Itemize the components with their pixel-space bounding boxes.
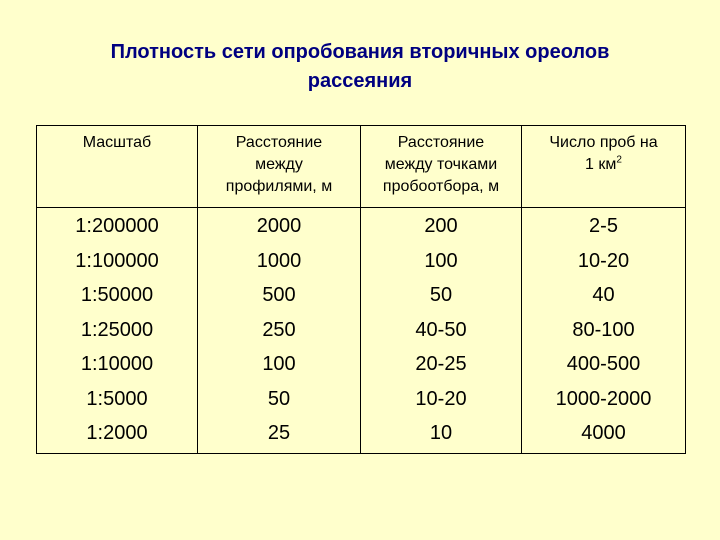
samples-value: 1000-2000 — [555, 387, 652, 410]
samples-value: 400-500 — [566, 353, 641, 375]
point-distance-value: 50 — [429, 284, 453, 306]
scale-column-cell — [37, 208, 198, 454]
samples-value: 10-20 — [577, 249, 630, 272]
point-distance-value: 100 — [424, 249, 458, 272]
sampling-density-table — [36, 125, 686, 454]
samples-value: 2-5 — [589, 215, 618, 237]
samples-value: 80-100 — [572, 318, 635, 341]
point-distance-value: 40-50 — [415, 318, 467, 341]
profile-distance-value: 2000 — [256, 215, 302, 237]
header-profile-distance — [198, 126, 361, 208]
scale-value: 1:100000 — [75, 249, 159, 272]
scale-value: 1:2000 — [86, 422, 148, 444]
point-distance-column-cell — [361, 208, 522, 454]
profile-distance-value: 250 — [262, 318, 296, 341]
header-line: Расстояние — [235, 134, 323, 151]
profile-distance-value: 50 — [267, 387, 291, 410]
profile-distance-column-cell — [198, 208, 361, 454]
data-row — [37, 208, 686, 454]
header-line: между точками — [384, 156, 498, 173]
header-line: между — [255, 156, 303, 173]
header-scale-line: Масштаб — [82, 134, 152, 151]
header-line: профилями, м — [225, 178, 333, 195]
scale-value: 1:50000 — [80, 284, 154, 306]
samples-value: 40 — [592, 284, 615, 306]
scale-value: 1:5000 — [86, 387, 148, 410]
profile-distance-value: 100 — [262, 353, 296, 375]
point-distance-value: 200 — [424, 215, 458, 237]
profile-distance-value: 1000 — [256, 249, 302, 272]
samples-value: 4000 — [581, 422, 626, 444]
header-unit-text: 1 км — [585, 156, 617, 173]
header-samples-per-km2 — [522, 126, 686, 208]
slide-title-line-2: рассеяния — [307, 70, 413, 92]
scale-value: 1:200000 — [75, 215, 159, 237]
slide-title — [0, 38, 720, 96]
superscript-two: 2 — [616, 154, 622, 166]
header-line: Расстояние — [397, 134, 485, 151]
header-point-distance — [361, 126, 522, 208]
profile-distance-value: 500 — [262, 284, 296, 306]
scale-value: 1:25000 — [80, 318, 154, 341]
header-row — [37, 126, 686, 208]
point-distance-value: 20-25 — [415, 353, 467, 375]
header-line-with-superscript — [522, 154, 685, 176]
scale-value: 1:10000 — [80, 353, 154, 375]
profile-distance-value: 25 — [267, 422, 291, 444]
header-line: пробоотбора, м — [382, 178, 500, 195]
header-scale — [37, 126, 198, 208]
samples-per-km2-column-cell — [522, 208, 686, 454]
point-distance-value: 10 — [429, 422, 453, 444]
header-line: Число проб на — [549, 134, 658, 151]
point-distance-value: 10-20 — [415, 387, 467, 410]
slide-title-line-1: Плотность сети опробования вторичных ореолов — [110, 41, 610, 63]
